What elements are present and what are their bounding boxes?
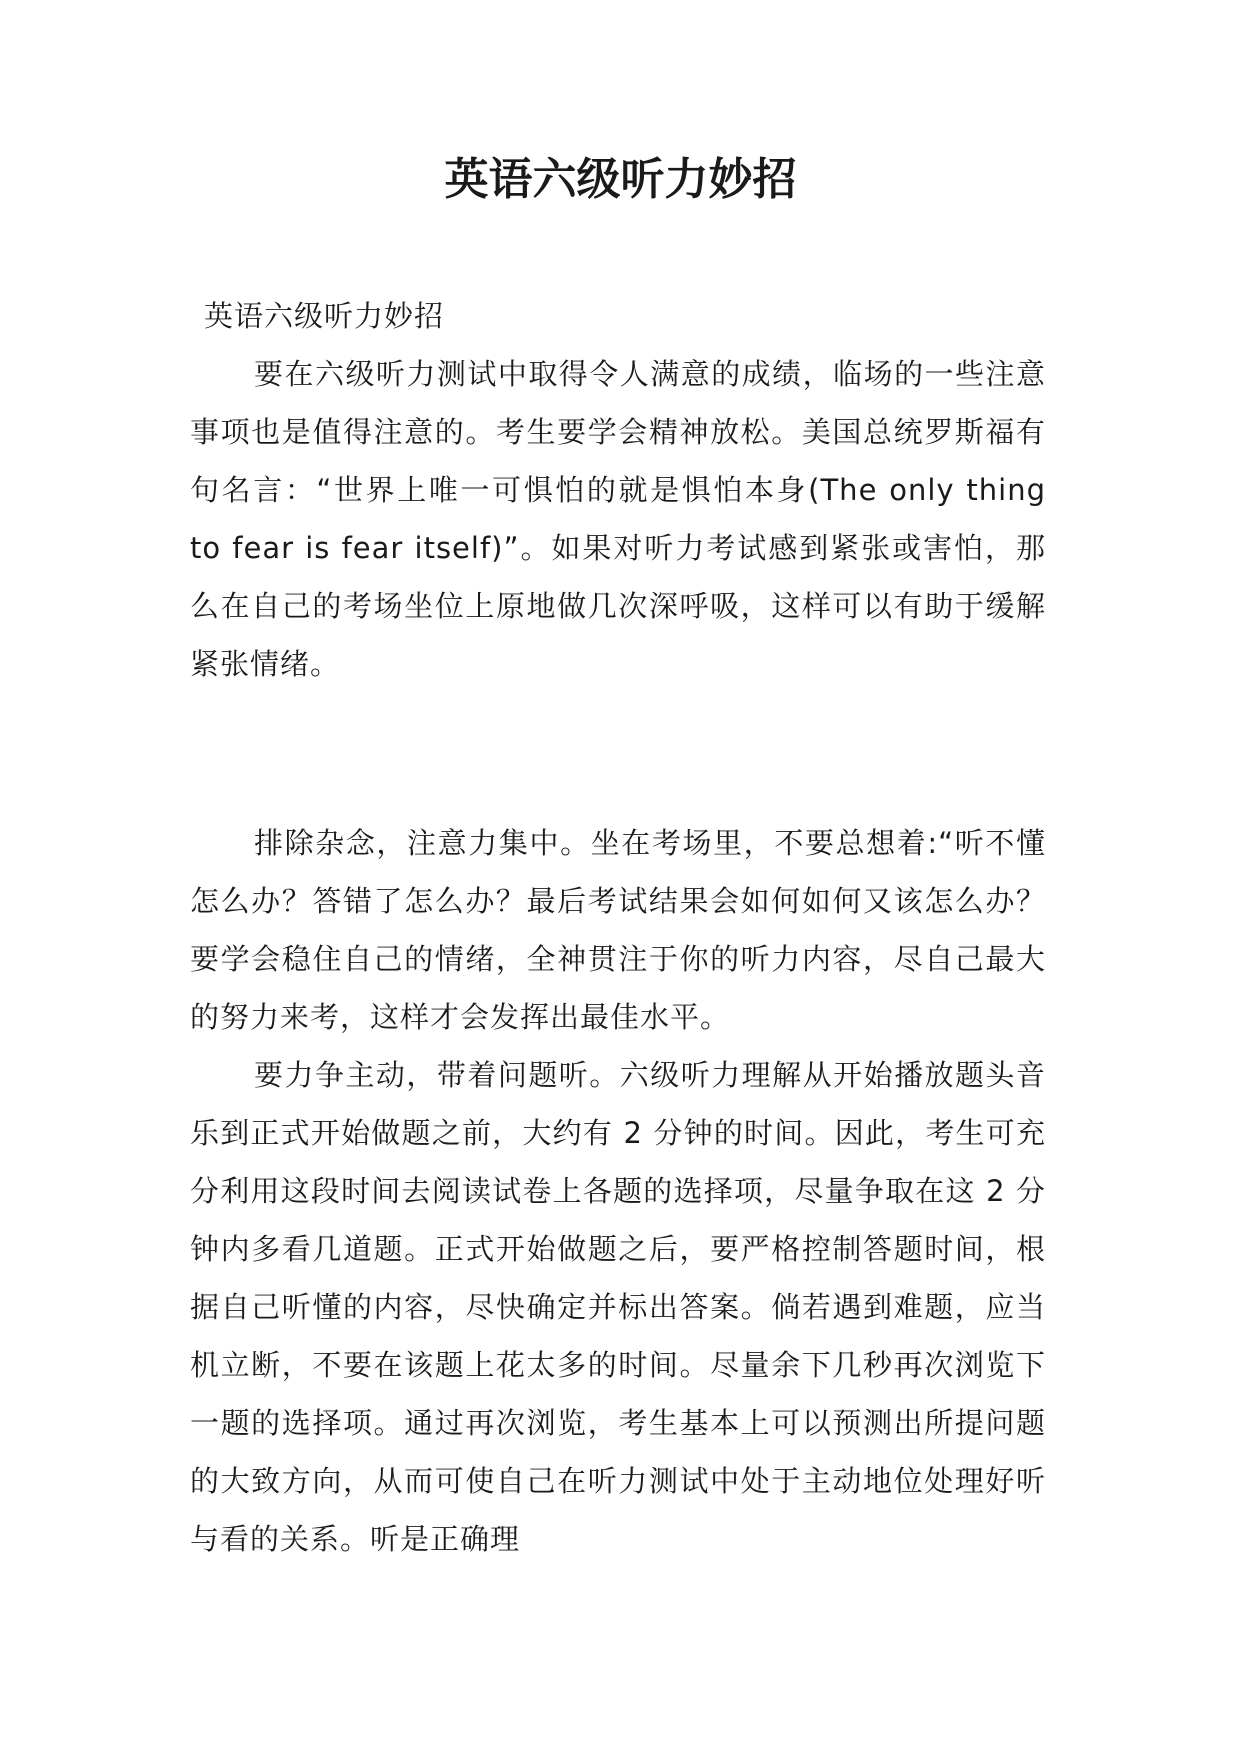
- document-subheading: 英语六级听力妙招: [204, 299, 445, 333]
- text-block-intro: [190, 345, 1046, 693]
- paragraph-focus: 排除杂念，注意力集中。坐在考场里，不要总想着:“听不懂怎么办？答错了怎么办？最后考试结果会如何如何又该怎么办？要学会稳住自己的情绪，全神贯注于你的听力内容，尽自己最大的努力来考，这样才会发挥出最佳水平。: [190, 826, 1046, 1034]
- paragraph-initiative: 要力争主动，带着问题听。六级听力理解从开始播放题头音乐到正式开始做题之前，大约有 2 分钟的时间。因此，考生可充分利用这段时间去阅读试卷上各题的选择项，尽量争取在这 2 分钟内多看几道题。正式开始做题之后，要严格控制答题时间，根据自己听懂的内容，尽快确定并标出答案。倘若遇到难题，应当机立断，不要在该题上花太多的时间。尽量余下几秒再次浏览下一题的选择项。通过再次浏览，考生基本上可以预测出所提问题的大致方向，从而可使自己在听力测试中处于主动地位处理好听与看的关系。听是正确理: [190, 1058, 1046, 1556]
- text-block-main: [190, 814, 1046, 1568]
- paragraph-relax: 要在六级听力测试中取得令人满意的成绩，临场的一些注意事项也是值得注意的。考生要学会精神放松。美国总统罗斯福有句名言：“世界上唯一可惧怕的就是惧怕本身(The only thing to fear is fear itself)”。如果对听力考试感到紧张或害怕，那么在自己的考场坐位上原地做几次深呼吸，这样可以有助于缓解紧张情绪。: [190, 357, 1046, 681]
- document-title: 英语六级听力妙招: [444, 154, 797, 205]
